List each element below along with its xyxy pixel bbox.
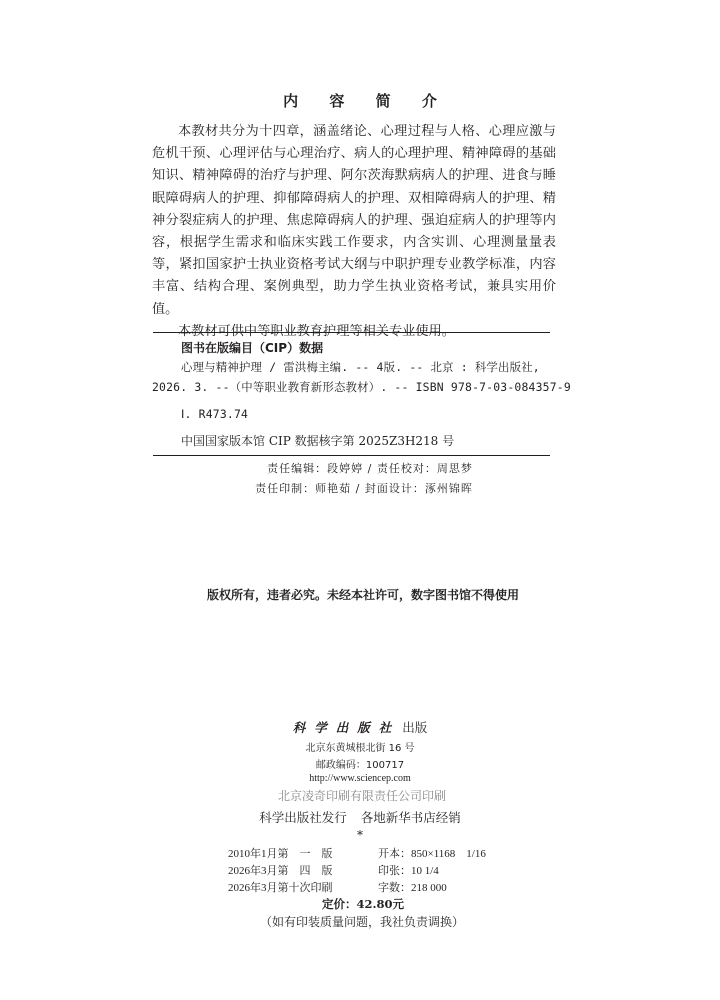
publisher-suffix: 出版: [402, 720, 428, 735]
distributor: 科学出版社发行: [259, 810, 347, 825]
publisher-website: http://www.sciencep.com: [309, 773, 411, 784]
edition-row: [228, 845, 486, 861]
seller: 各地新华书店经销: [360, 810, 461, 825]
cip-classification: Ⅰ. R473.74: [181, 407, 249, 421]
price: 定价：42.80元: [321, 897, 404, 911]
quality-note: （如有印装质量问题，我社负责调换）: [259, 915, 464, 929]
publisher-name: 科学出版社: [292, 720, 401, 735]
publisher-address: 北京东黄城根北街 16 号: [305, 743, 415, 754]
distribution-line: [0, 808, 720, 826]
cip-record-line2: 2026. 3. --（中等职业教育新形态教材）. -- ISBN 978-7-03-084357-9: [152, 380, 571, 394]
summary-title: 内 容 简 介: [283, 92, 450, 110]
printer-line: 北京凌奇印刷有限责任公司印刷: [277, 789, 446, 803]
cip-top-rule: [153, 332, 550, 333]
summary-paragraph: 本教材共分为十四章，涵盖绪论、心理过程与人格、心理应激与危机干预、心理评估与心理治疗、病人的心理护理、精神障碍的基础知识、精神障碍的治疗与护理、阿尔茨海默病病人的护理、进食与睡眠障碍病人的护理、抑郁障碍病人的护理、双相障碍病人的护理、精神分裂症病人的护理、焦虑障碍病人的护理、强迫症病人的护理等内容，根据学生需求和临床实践工作要求，内含实训、心理测量量表等，紧扣国家护士执业资格考试大纲与中职护理专业教学标准，内容丰富、结构合理、案例典型，助力学生执业资格考试，兼具实用价值。: [152, 124, 556, 317]
edition-spec: 字数：218 000: [378, 882, 447, 894]
edition-spec: 开本：850×1168 1/16: [378, 848, 486, 860]
cip-bottom-rule: [153, 455, 550, 456]
edition-date: 2026年3月第十次印刷: [228, 882, 333, 894]
edition-date: 2026年3月第 四 版: [228, 865, 333, 877]
summary-paragraph-usage: 本教材可供中等职业教育护理等相关专业使用。: [178, 323, 455, 339]
summary-body: [152, 121, 556, 343]
rights-notice: 版权所有，违者必究。未经本社许可，数字图书馆不得使用: [206, 588, 519, 602]
separator-star: *: [357, 828, 363, 842]
edition-row: [228, 879, 447, 895]
publisher-postcode: 邮政编码：100717: [315, 760, 405, 771]
edition-row: [228, 862, 439, 878]
edition-date: 2010年1月第 一 版: [228, 848, 333, 860]
edition-spec: 印张：10 1/4: [378, 865, 439, 877]
cip-heading: 图书在版编目（CIP）数据: [181, 341, 324, 355]
staff-credits-editor: 责任编辑：段婷婷 / 责任校对：周思梦: [267, 462, 473, 475]
cip-record-line1: 心理与精神护理 / 雷洪梅主编. -- 4版. -- 北京 : 科学出版社,: [181, 360, 540, 374]
staff-credits-production: 责任印制：师艳茹 / 封面设计：涿州锦晖: [255, 482, 473, 495]
cip-verification-number: 中国国家版本馆 CIP 数据核字第 2025Z3H218 号: [181, 434, 455, 448]
publisher-line: [0, 718, 720, 736]
